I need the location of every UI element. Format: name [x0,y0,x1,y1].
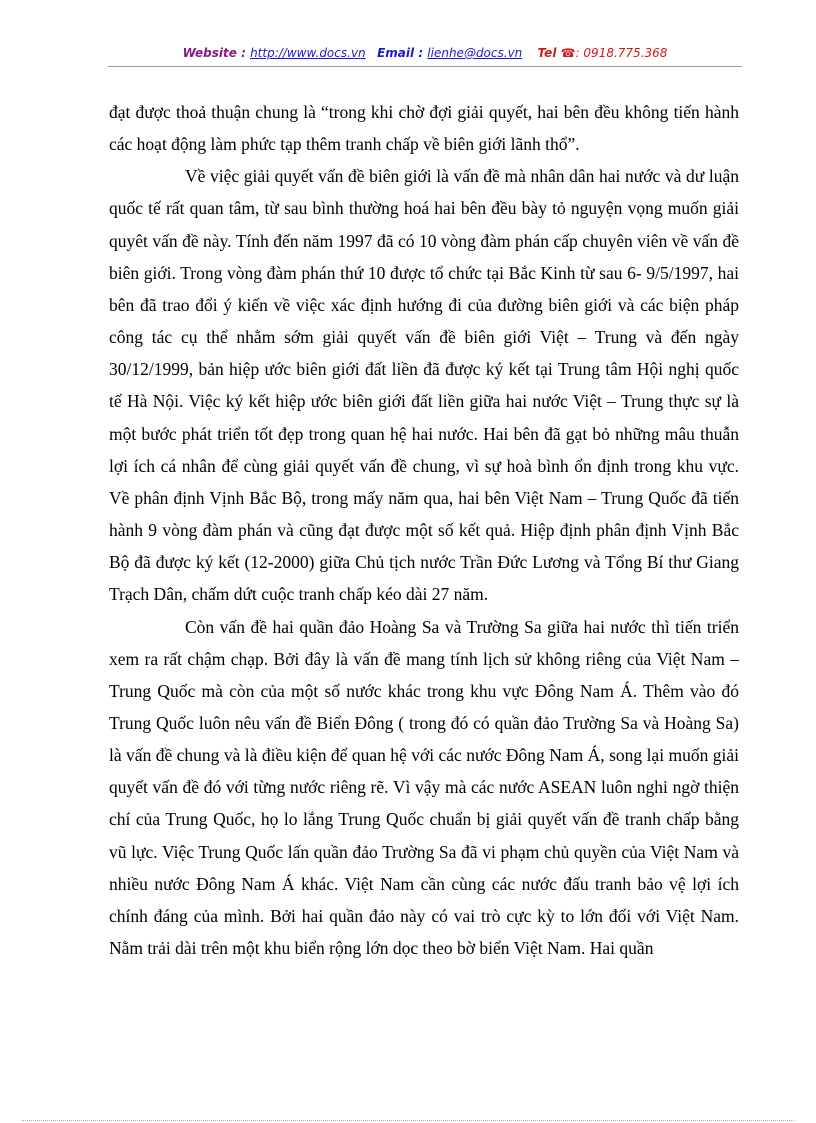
website-separator: : [236,46,251,60]
email-separator: : [414,46,428,60]
phone-number: : 0918.775.368 [575,46,668,60]
page-header [110,46,740,60]
paragraph-3: Còn vấn đề hai quần đảo Hoàng Sa và Trường Sa giữa hai nước thì tiến triển xem ra rất chậm chạp. Bởi đây là vấn đề mang tính lịch sử không riêng của Việt Nam – Trung Quốc mà còn của một số nước khác trong khu vực Đông Nam Á. Thêm vào đó Trung Quốc luôn nêu vấn đề Biển Đông ( trong đó có quần đảo Trường Sa và Hoàng Sa) là vấn đề chung và là điều kiện để quan hệ với các nước Đông Nam Á, song lại muốn giải quyết vấn đề đó với từng nước riêng rẽ. Vì vậy mà các nước ASEAN luôn nghi ngờ thiện chí của Trung Quốc, họ lo lắng Trung Quốc chuẩn bị giải quyết vấn đề tranh chấp bằng vũ lực. Việc Trung Quốc lấn quần đảo Trường Sa đã vi phạm chủ quyền của Việt Nam và nhiều nước Đông Nam Á khác. Việt Nam cần cùng các nước đấu tranh bảo vệ lợi ích chính đáng của mình. Bởi hai quần đảo này có vai trò cực kỳ to lớn đối với Việt Nam. Nằm trải dài trên một khu biển rộng lớn dọc theo bờ biển Việt Nam. Hai quần [109,616,739,959]
website-label: Website [182,46,237,60]
tel-label: Tel ☎ [537,46,576,60]
paragraph-1: đạt được thoả thuận chung là “trong khi chờ đợi giải quyết, hai bên đều không tiến hành các hoạt động làm phức tạp thêm tranh chấp về biên giới lãnh thổ”. [109,102,739,155]
footer-divider [22,1120,794,1121]
email-link[interactable]: lienhe@docs.vn [427,46,523,60]
email-label: Email [377,46,415,60]
header-divider [108,66,742,67]
document-body [109,96,739,964]
website-link[interactable]: http://www.docs.vn [250,46,366,60]
paragraph-2: Về việc giải quyết vấn đề biên giới là vấn đề mà nhân dân hai nước và dư luận quốc tế rất quan tâm, từ sau bình thường hoá hai bên đều bày tỏ nguyện vọng muốn giải quyêt vấn đề này. Tính đến năm 1997 đã có 10 vòng đàm phán cấp chuyên viên về vấn đề biên giới. Trong vòng đàm phán thứ 10 được tổ chức tại Bắc Kinh từ sau 6- 9/5/1997, hai bên đã trao đổi ý kiến về việc xác định hướng đi của đường biên giới và các biện pháp công tác cụ thể nhằm sớm giải quyết vấn đề biên giới Việt – Trung và đến ngày 30/12/1999, bản hiệp ước biên giới đất liền đã được ký kết tại Trung tâm Hội nghị quốc tế Hà Nội. Việc ký kết hiệp ước biên giới đất liền giữa hai nước Việt – Trung thực sự là một bước phát triển tốt đẹp trong quan hệ hai nước. Hai bên đã gạt bỏ những mâu thuẫn lợi ích cá nhân để cùng giải quyết vấn đề chung, vì sự hoà bình ổn định trong khu vực. Về phân định Vịnh Bắc Bộ, trong mấy năm qua, hai bên Việt Nam – Trung Quốc đã tiến hành 9 vòng đàm phán và cũng đạt được một số kết quả. Hiệp định phân định Vịnh Bắc Bộ đã được ký kết (12-2000) giữa Chủ tịch nước Trần Đức Lương và Tổng Bí thư Giang Trạch Dân, chấm dứt cuộc tranh chấp kéo dài 27 năm. [109,166,739,605]
